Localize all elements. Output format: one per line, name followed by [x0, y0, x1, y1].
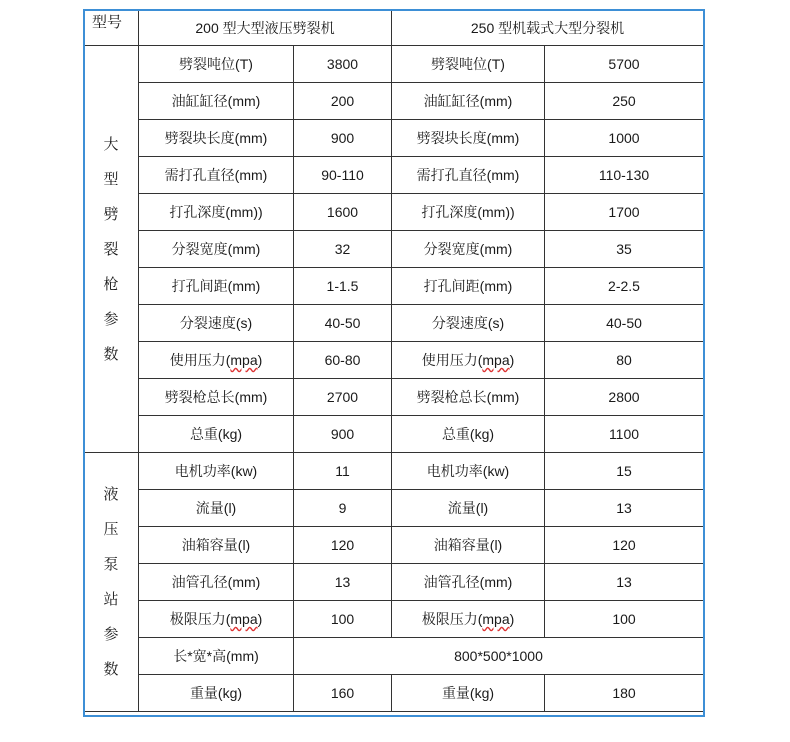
- param-name-model-1: 重量(kg): [139, 675, 294, 712]
- param-name-model-1: 油箱容量(l): [139, 527, 294, 564]
- table-row: [84, 83, 704, 120]
- side-label-char: 数: [103, 661, 119, 678]
- side-label-char: 大: [103, 135, 119, 153]
- side-label-char: 裂: [103, 240, 119, 258]
- side-label-char: 站: [103, 591, 119, 608]
- param-name-model-2: 劈裂枪总长(mm): [392, 379, 545, 416]
- param-name-model-1: 打孔间距(mm): [139, 268, 294, 305]
- param-name-model-1: 电机功率(kw): [139, 453, 294, 490]
- header-row: [84, 10, 704, 46]
- param-name-model-1: 分裂速度(s): [139, 305, 294, 342]
- side-label-char: 参: [103, 310, 119, 328]
- param-value-model-1: 13: [294, 564, 392, 601]
- param-name-model-2: 劈裂块长度(mm): [392, 120, 545, 157]
- table-row: [84, 231, 704, 268]
- group-label-pump-station-params: [84, 453, 139, 712]
- side-label-char: 数: [103, 345, 119, 363]
- param-value-model-2: 250: [545, 83, 704, 120]
- param-name-model-2: 劈裂吨位(T): [392, 46, 545, 83]
- param-value-model-1: 1600: [294, 194, 392, 231]
- table-row: [84, 268, 704, 305]
- param-value-model-2: 1100: [545, 416, 704, 453]
- param-value-model-1: 3800: [294, 46, 392, 83]
- param-value-model-2: 80: [545, 342, 704, 379]
- param-name-model-1: 使用压力(mpa): [139, 342, 294, 379]
- param-value-model-1: 11: [294, 453, 392, 490]
- table-row: [84, 453, 704, 490]
- param-name-model-2: 电机功率(kw): [392, 453, 545, 490]
- param-value-model-2: 5700: [545, 46, 704, 83]
- param-name-model-1: 油管孔径(mm): [139, 564, 294, 601]
- param-value-model-1: 90-110: [294, 157, 392, 194]
- table-row: [84, 601, 704, 638]
- side-label-char: 液: [103, 486, 119, 503]
- param-name-model-2: 打孔间距(mm): [392, 268, 545, 305]
- side-label-char: 压: [103, 521, 119, 538]
- param-value-model-2: 1000: [545, 120, 704, 157]
- param-name-model-1: 油缸缸径(mm): [139, 83, 294, 120]
- side-label-char: 泵: [103, 556, 119, 573]
- param-name-model-1: 流量(l): [139, 490, 294, 527]
- table-row: [84, 194, 704, 231]
- table-row: [84, 675, 704, 712]
- param-name-model-2: 需打孔直径(mm): [392, 157, 545, 194]
- header-corner: 型号: [84, 10, 139, 46]
- param-value-model-1: 32: [294, 231, 392, 268]
- table-row: [84, 416, 704, 453]
- param-value-model-2: 1700: [545, 194, 704, 231]
- param-value-model-1: 900: [294, 120, 392, 157]
- param-value-model-2: 100: [545, 601, 704, 638]
- param-value-model-2: 40-50: [545, 305, 704, 342]
- param-value-model-2: 110-130: [545, 157, 704, 194]
- param-value-model-1: 2700: [294, 379, 392, 416]
- param-name-model-2: 使用压力(mpa): [392, 342, 545, 379]
- param-value-model-1: 40-50: [294, 305, 392, 342]
- table-row: [84, 564, 704, 601]
- model-2-title: 250 型机载式大型分裂机: [392, 10, 704, 46]
- param-name-model-1: 分裂宽度(mm): [139, 231, 294, 268]
- side-label-char: 枪: [103, 275, 119, 293]
- param-value-model-1: 60-80: [294, 342, 392, 379]
- param-value-dimensions: 800*500*1000: [294, 638, 704, 675]
- param-value-model-1: 200: [294, 83, 392, 120]
- param-name-model-2: 极限压力(mpa): [392, 601, 545, 638]
- param-value-model-1: 100: [294, 601, 392, 638]
- param-name-model-1: 需打孔直径(mm): [139, 157, 294, 194]
- param-name-model-2: 油缸缸径(mm): [392, 83, 545, 120]
- param-name-model-2: 分裂速度(s): [392, 305, 545, 342]
- param-value-model-2: 15: [545, 453, 704, 490]
- param-value-model-2: 2800: [545, 379, 704, 416]
- spec-table: [83, 9, 704, 712]
- table-row: [84, 46, 704, 83]
- param-name-model-2: 分裂宽度(mm): [392, 231, 545, 268]
- table-row: [84, 638, 704, 675]
- param-name-model-1: 劈裂枪总长(mm): [139, 379, 294, 416]
- side-label-char: 参: [103, 626, 119, 643]
- table-row: [84, 379, 704, 416]
- table-row: [84, 305, 704, 342]
- param-name-model-1: 极限压力(mpa): [139, 601, 294, 638]
- param-value-model-2: 35: [545, 231, 704, 268]
- param-name-dimensions: 长*宽*高(mm): [139, 638, 294, 675]
- param-name-model-1: 劈裂吨位(T): [139, 46, 294, 83]
- spec-table-container: [83, 9, 705, 717]
- param-name-model-2: 打孔深度(mm)): [392, 194, 545, 231]
- side-label-char: 劈: [103, 205, 119, 223]
- param-value-model-2: 2-2.5: [545, 268, 704, 305]
- param-name-model-2: 油箱容量(l): [392, 527, 545, 564]
- table-row: [84, 342, 704, 379]
- param-value-model-1: 9: [294, 490, 392, 527]
- param-value-model-2: 13: [545, 490, 704, 527]
- table-row: [84, 527, 704, 564]
- param-value-model-1: 900: [294, 416, 392, 453]
- param-value-model-2: 120: [545, 527, 704, 564]
- param-value-model-2: 180: [545, 675, 704, 712]
- group-label-splitter-params: [84, 46, 139, 453]
- param-name-model-2: 流量(l): [392, 490, 545, 527]
- table-row: [84, 490, 704, 527]
- param-name-model-1: 劈裂块长度(mm): [139, 120, 294, 157]
- param-value-model-1: 1-1.5: [294, 268, 392, 305]
- param-name-model-1: 总重(kg): [139, 416, 294, 453]
- param-name-model-2: 油管孔径(mm): [392, 564, 545, 601]
- side-label-char: 型: [103, 170, 119, 188]
- table-row: [84, 157, 704, 194]
- param-name-model-2: 总重(kg): [392, 416, 545, 453]
- param-value-model-2: 13: [545, 564, 704, 601]
- param-value-model-1: 120: [294, 527, 392, 564]
- model-1-title: 200 型大型液压劈裂机: [139, 10, 392, 46]
- param-value-model-1: 160: [294, 675, 392, 712]
- table-row: [84, 120, 704, 157]
- param-name-model-2: 重量(kg): [392, 675, 545, 712]
- param-name-model-1: 打孔深度(mm)): [139, 194, 294, 231]
